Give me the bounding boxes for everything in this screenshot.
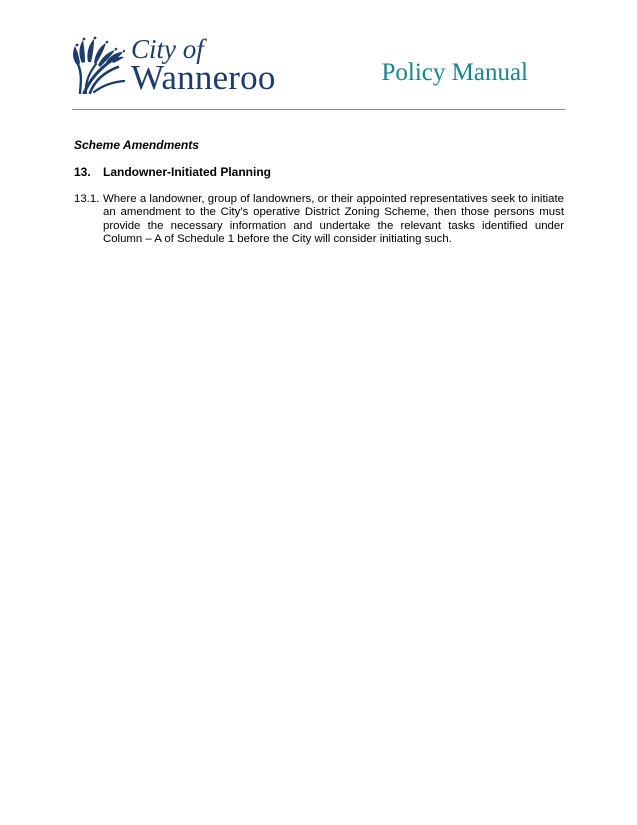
section-heading — [74, 165, 564, 180]
section-group-subheading: Scheme Amendments — [74, 138, 199, 152]
clause-number: 13.1. — [74, 193, 100, 205]
header-divider — [72, 109, 565, 110]
policy-manual-title: Policy Manual — [381, 59, 528, 86]
section-number: 13. — [74, 165, 91, 179]
kangaroo-paw-flower-icon — [72, 36, 126, 94]
logo-text-city-of: City of — [131, 34, 204, 64]
page-header — [0, 0, 637, 112]
section-title: Landowner-Initiated Planning — [103, 165, 271, 179]
clause-text: Where a landowner, group of landowners, or their appointed representatives seek to initiate an amendment to the City’s operative District Zoning Scheme, then those persons must provide the necessary information and undertake the relevant tasks identified under Column – A of Schedule 1 before the City will consider initiating such. — [103, 193, 564, 245]
city-of-wanneroo-logo — [72, 34, 287, 96]
document-body — [74, 138, 564, 246]
clause-item — [74, 193, 564, 246]
logo-text-wanneroo: Wanneroo — [131, 58, 276, 97]
